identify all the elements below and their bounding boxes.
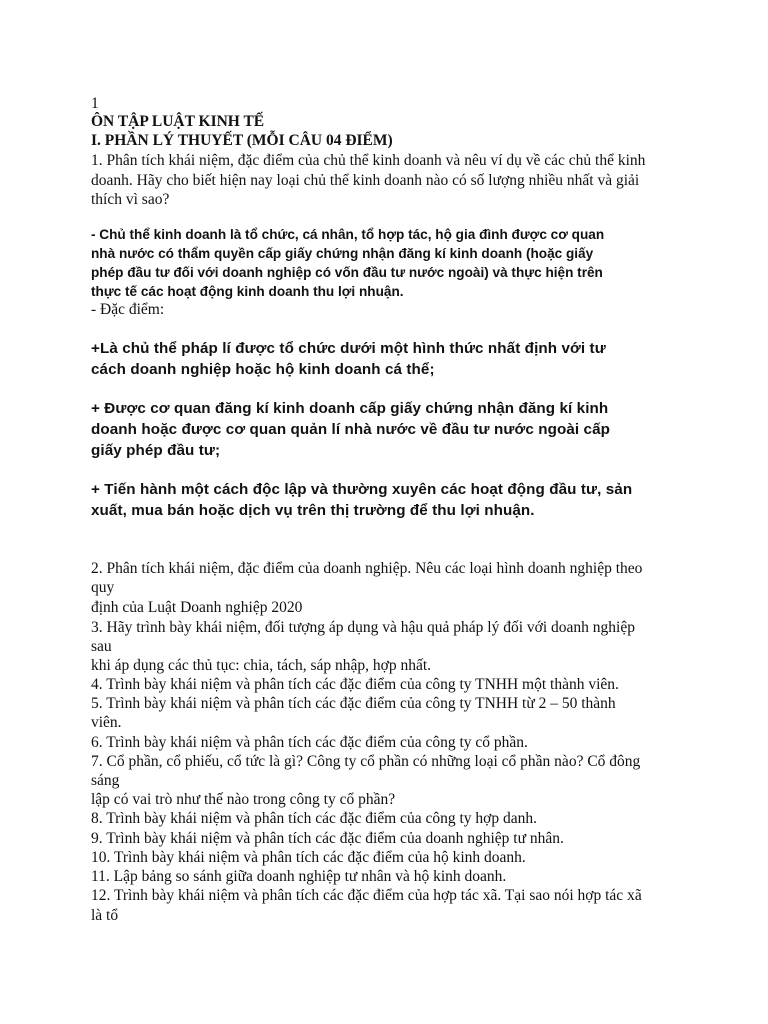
question-line: 8. Trình bày khái niệm và phân tích các đặc điểm của công ty hợp danh.: [91, 810, 537, 827]
question-line: 5. Trình bày khái niệm và phân tích các đặc điểm của công ty TNHH từ 2 – 50 thành: [91, 695, 616, 712]
feature-3-line-2: xuất, mua bán hoặc dịch vụ trên thị trường để thu lợi nhuận.: [91, 502, 535, 519]
question-line: khi áp dụng các thủ tục: chia, tách, sáp nhập, hợp nhất.: [91, 657, 432, 674]
feature-2-line-2: doanh hoặc được cơ quan quản lí nhà nước về đầu tư nước ngoài cấp: [91, 421, 610, 438]
question-line: 2. Phân tích khái niệm, đặc điểm của doanh nghiệp. Nêu các loại hình doanh nghiệp theo: [91, 560, 643, 577]
answer-definition-line-1: - Chủ thể kinh doanh là tổ chức, cá nhân, tổ hợp tác, hộ gia đình được cơ quan: [91, 227, 605, 242]
feature-2-line-3: giấy phép đầu tư;: [91, 442, 221, 459]
question-line: lập có vai trò như thế nào trong công ty cổ phần?: [91, 791, 396, 808]
question-1-line-2: doanh. Hãy cho biết hiện nay loại chủ thể kinh doanh nào có số lượng nhiều nhất và giải: [91, 172, 640, 189]
feature-1-line-1: +Là chủ thể pháp lí được tổ chức dưới một hình thức nhất định với tư: [91, 340, 606, 357]
question-line: là tổ: [91, 907, 119, 924]
question-line: 7. Cổ phần, cổ phiếu, cổ tức là gì? Công ty cổ phần có những loại cổ phần nào? Cổ đông: [91, 753, 641, 770]
answer-definition-line-4: thực tế các hoạt động kinh doanh thu lợi nhuận.: [91, 284, 404, 299]
question-line: định của Luật Doanh nghiệp 2020: [91, 599, 303, 616]
feature-3-line-1: + Tiến hành một cách độc lập và thường xuyên các hoạt động đầu tư, sản: [91, 481, 633, 498]
answer-definition-line-3: phép đầu tư đối với doanh nghiệp có vốn đầu tư nước ngoài) và thực hiện trên: [91, 265, 603, 280]
question-line: 11. Lập bảng so sánh giữa doanh nghiệp tư nhân và hộ kinh doanh.: [91, 868, 507, 885]
question-1-line-1: 1. Phân tích khái niệm, đặc điểm của chủ thể kinh doanh và nêu ví dụ về các chủ thể kinh: [91, 152, 646, 169]
question-line: 9. Trình bày khái niệm và phân tích các đặc điểm của doanh nghiệp tư nhân.: [91, 830, 564, 847]
question-line: sáng: [91, 772, 120, 789]
feature-2-line-1: + Được cơ quan đăng kí kinh doanh cấp giấy chứng nhận đăng kí kinh: [91, 400, 609, 417]
feature-1-line-2: cách doanh nghiệp hoặc hộ kinh doanh cá thể;: [91, 361, 435, 378]
answer-definition-line-2: nhà nước có thẩm quyền cấp giấy chứng nhận đăng kí kinh doanh (hoặc giấy: [91, 246, 594, 261]
section-heading: I. PHẦN LÝ THUYẾT (MỖI CÂU 04 ĐIỂM): [91, 132, 393, 149]
question-line: viên.: [91, 714, 122, 731]
features-label: - Đặc điểm:: [91, 301, 165, 318]
question-1-line-3: thích vì sao?: [91, 191, 170, 208]
question-line: 12. Trình bày khái niệm và phân tích các đặc điểm của hợp tác xã. Tại sao nói hợp tác xã: [91, 887, 642, 904]
question-line: 4. Trình bày khái niệm và phân tích các đặc điểm của công ty TNHH một thành viên.: [91, 676, 619, 693]
question-line: 6. Trình bày khái niệm và phân tích các đặc điểm của công ty cổ phần.: [91, 734, 528, 751]
question-line: sau: [91, 638, 112, 655]
document-title: ÔN TẬP LUẬT KINH TẾ: [91, 113, 265, 130]
page-number: 1: [91, 95, 99, 112]
question-line: 3. Hãy trình bày khái niệm, đối tượng áp dụng và hậu quả pháp lý đối với doanh nghiệp: [91, 619, 635, 636]
question-line: 10. Trình bày khái niệm và phân tích các đặc điểm của hộ kinh doanh.: [91, 849, 526, 866]
question-line: quy: [91, 579, 115, 596]
